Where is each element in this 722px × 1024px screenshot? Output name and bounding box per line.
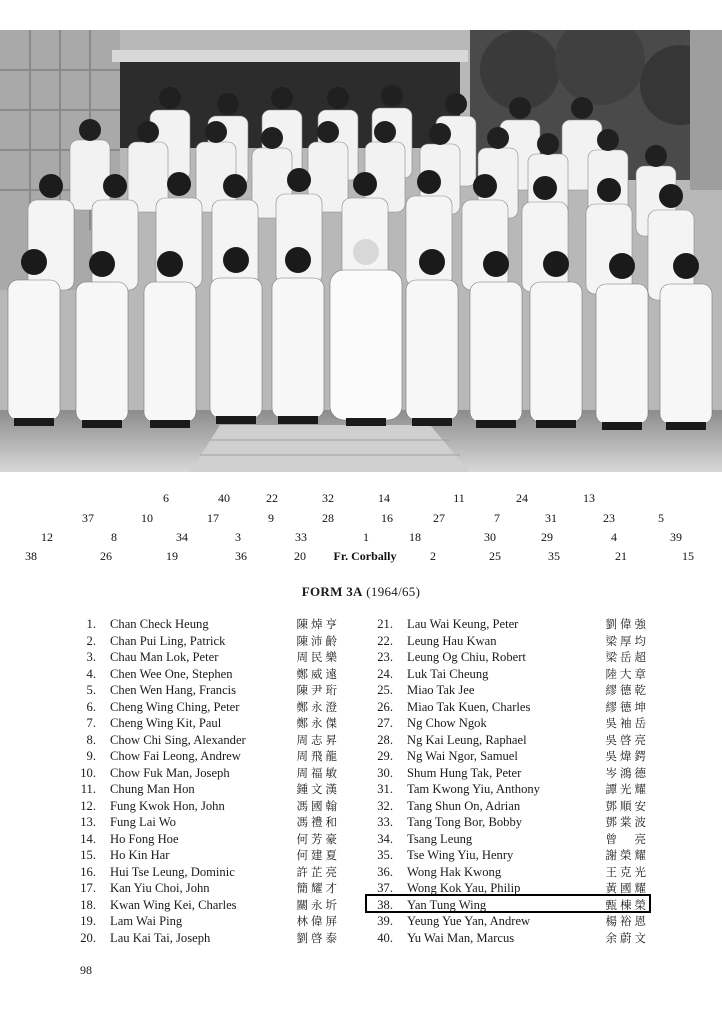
entry-chinese-name: 周民樂 [296, 650, 340, 664]
student-entry [369, 864, 649, 881]
entry-number: 35. [377, 848, 393, 862]
entry-english-name: Leung Hau Kwan [407, 633, 497, 648]
entry-number: 5. [86, 683, 96, 697]
student-entry [369, 765, 649, 782]
entry-chinese-name: 周福敏 [296, 765, 340, 780]
entry-chinese-name: 吳袖岳 [605, 716, 649, 730]
entry-english-name: Leung Og Chiu, Robert [407, 650, 526, 664]
student-entry [369, 798, 649, 815]
entry-number: 10. [80, 765, 96, 780]
student-entry [72, 616, 340, 633]
student-entry [369, 814, 649, 831]
entry-number: 36. [377, 864, 393, 879]
entry-english-name: Tang Shun On, Adrian [407, 798, 521, 813]
class-photograph [0, 30, 722, 472]
entry-english-name: Wong Kok Yau, Philip [407, 881, 521, 895]
key-number: 34 [176, 530, 188, 544]
entry-chinese-name: 鍾文漢 [296, 782, 340, 796]
student-list-left [72, 616, 340, 946]
entry-number: 31. [377, 782, 393, 796]
entry-chinese-name: 鄧棠波 [605, 815, 649, 829]
key-number: 28 [322, 511, 334, 525]
entry-english-name: Chen Wen Hang, Francis [110, 683, 237, 697]
key-number: 24 [516, 491, 528, 505]
entry-english-name: Lam Wai Ping [110, 914, 183, 928]
entry-english-name: Kan Yiu Choi, John [110, 881, 210, 895]
entry-chinese-name: 黃國耀 [605, 881, 649, 895]
entry-number: 27. [377, 716, 393, 730]
entry-chinese-name: 陸大章 [605, 666, 649, 681]
entry-number: 39. [377, 914, 393, 928]
student-entry [72, 913, 340, 930]
entry-chinese-name: 吳啓亮 [605, 732, 649, 747]
entry-english-name: Tse Wing Yiu, Henry [407, 848, 514, 862]
entry-chinese-name: 陳沛齡 [296, 633, 340, 648]
student-entry [369, 682, 649, 699]
entry-chinese-name: 許芷亮 [296, 864, 340, 879]
entry-chinese-name: 梁厚均 [605, 633, 649, 648]
entry-number: 32. [377, 798, 393, 813]
entry-chinese-name: 何芳豪 [296, 831, 340, 846]
key-number: 13 [583, 491, 595, 505]
entry-english-name: Cheng Wing Kit, Paul [110, 716, 222, 730]
student-entry [72, 666, 340, 683]
student-entry [369, 781, 649, 798]
key-number: 16 [381, 511, 393, 525]
key-number: 29 [541, 530, 553, 544]
key-number: 26 [100, 549, 112, 563]
entry-number: 30. [377, 765, 393, 780]
entry-english-name: Miao Tak Kuen, Charles [407, 699, 531, 714]
entry-english-name: Chen Wee One, Stephen [110, 666, 233, 681]
key-number: 31 [545, 511, 557, 525]
entry-chinese-name: 鄭永澄 [296, 699, 340, 714]
key-number: 4 [611, 530, 617, 544]
key-number: 36 [235, 549, 247, 563]
key-number: 12 [41, 530, 53, 544]
entry-number: 2. [86, 633, 96, 648]
entry-english-name: Yan Tung Wing [407, 897, 487, 912]
student-entry [369, 715, 649, 732]
key-number: 2 [430, 549, 436, 563]
form-heading [0, 584, 722, 600]
student-entry [72, 814, 340, 831]
student-entry [369, 666, 649, 683]
student-entry [72, 930, 340, 947]
key-number: 18 [409, 530, 421, 544]
key-number: 32 [322, 491, 334, 505]
entry-chinese-name: 關永圻 [296, 897, 340, 912]
student-entry [72, 715, 340, 732]
entry-english-name: Shum Hung Tak, Peter [407, 765, 522, 780]
entry-english-name: Lau Kai Tai, Joseph [110, 930, 211, 945]
student-entry [72, 748, 340, 765]
key-number: 17 [207, 511, 219, 525]
student-entry [72, 765, 340, 782]
entry-chinese-name: 周飛龍 [296, 749, 340, 763]
entry-number: 11. [80, 782, 96, 796]
photo-key-row-1 [0, 491, 722, 509]
student-entry [369, 847, 649, 864]
entry-english-name: Chung Man Hon [110, 782, 195, 796]
student-entry [72, 699, 340, 716]
key-number: 27 [433, 511, 445, 525]
student-entry [72, 649, 340, 666]
student-entry [72, 732, 340, 749]
entry-number: 14. [80, 831, 96, 846]
entry-chinese-name: 甄棟榮 [605, 897, 649, 912]
entry-number: 4. [86, 666, 96, 681]
entry-chinese-name: 何建夏 [296, 848, 340, 862]
entry-number: 19. [80, 914, 96, 928]
entry-chinese-name: 譚光耀 [605, 782, 649, 796]
key-number: 38 [25, 549, 37, 563]
key-number: 25 [489, 549, 501, 563]
entry-number: 37. [377, 881, 393, 895]
key-number: 22 [266, 491, 278, 505]
entry-chinese-name: 吳煒鍔 [605, 749, 649, 763]
entry-number: 23. [377, 650, 393, 664]
entry-chinese-name: 陳尹珩 [296, 683, 340, 697]
student-entry [369, 633, 649, 650]
student-entry [369, 930, 649, 947]
entry-chinese-name: 謝榮耀 [605, 848, 649, 862]
entry-english-name: Ho Kin Har [110, 848, 170, 862]
entry-chinese-name: 王克光 [605, 864, 649, 879]
entry-number: 13. [80, 815, 96, 829]
student-entry [72, 864, 340, 881]
student-entry [72, 831, 340, 848]
entry-number: 17. [80, 881, 96, 895]
key-number: 40 [218, 491, 230, 505]
entry-number: 15. [80, 848, 96, 862]
class-photo-illustration [0, 30, 722, 472]
entry-number: 34. [377, 831, 393, 846]
entry-english-name: Tsang Leung [407, 831, 473, 846]
entry-english-name: Wong Hak Kwong [407, 864, 502, 879]
key-number: 14 [378, 491, 390, 505]
entry-chinese-name: 鄧順安 [605, 798, 649, 813]
entry-english-name: Lau Wai Keung, Peter [407, 617, 519, 631]
entry-chinese-name: 周志昇 [296, 732, 340, 747]
key-number: 30 [484, 530, 496, 544]
entry-number: 28. [377, 732, 393, 747]
entry-english-name: Chow Chi Sing, Alexander [110, 732, 246, 747]
entry-chinese-name: 鄭永傑 [296, 716, 340, 730]
entry-chinese-name: 繆德坤 [605, 699, 649, 714]
highlight-box-entry-38 [365, 894, 651, 913]
entry-number: 24. [377, 666, 393, 681]
entry-english-name: Chow Fai Leong, Andrew [110, 749, 241, 763]
entry-chinese-name: 林偉屏 [296, 914, 340, 928]
entry-chinese-name: 梁岳超 [605, 650, 649, 664]
entry-english-name: Miao Tak Jee [407, 683, 475, 697]
student-entry [72, 781, 340, 798]
entry-english-name: Cheng Wing Ching, Peter [110, 699, 240, 714]
entry-number: 16. [80, 864, 96, 879]
form-name: FORM 3A [301, 584, 363, 599]
entry-chinese-name: 余蔚文 [605, 930, 649, 945]
key-number: 15 [682, 549, 694, 563]
entry-english-name: Kwan Wing Kei, Charles [110, 897, 237, 912]
key-number: 23 [603, 511, 615, 525]
entry-english-name: Fung Lai Wo [110, 815, 176, 829]
entry-chinese-name: 陳焯亨 [296, 617, 340, 631]
entry-number: 40. [377, 930, 393, 945]
entry-english-name: Chan Check Heung [110, 617, 209, 631]
entry-chinese-name: 曾 亮 [605, 831, 649, 846]
key-number: 10 [141, 511, 153, 525]
photo-key-row-2 [0, 511, 722, 529]
student-entry [72, 880, 340, 897]
student-entry [72, 633, 340, 650]
entry-number: 3. [86, 650, 96, 664]
key-number: 9 [268, 511, 274, 525]
entry-number: 1. [86, 617, 96, 631]
student-entry [369, 913, 649, 930]
key-number: 21 [615, 549, 627, 563]
student-entry [72, 897, 340, 914]
entry-english-name: Ng Kai Leung, Raphael [407, 732, 527, 747]
key-number: 37 [82, 511, 94, 525]
entry-chinese-name: 劉偉強 [605, 617, 649, 631]
entry-number: 18. [80, 897, 96, 912]
entry-number: 38. [377, 897, 393, 912]
student-entry [72, 847, 340, 864]
entry-english-name: Chau Man Lok, Peter [110, 650, 219, 664]
entry-number: 8. [86, 732, 96, 747]
student-entry [72, 682, 340, 699]
entry-english-name: Chow Fuk Man, Joseph [110, 765, 230, 780]
key-number: 20 [294, 549, 306, 563]
key-label-corbally: Fr. Corbally [333, 549, 397, 563]
key-number: 1 [363, 530, 369, 544]
entry-chinese-name: 鄭威遠 [296, 666, 340, 681]
key-number: 39 [670, 530, 682, 544]
key-number: 33 [295, 530, 307, 544]
entry-number: 20. [80, 930, 96, 945]
entry-chinese-name: 馮禮和 [296, 815, 340, 829]
entry-english-name: Yu Wai Man, Marcus [407, 930, 515, 945]
key-number: 19 [166, 549, 178, 563]
student-entry [369, 748, 649, 765]
entry-number: 6. [86, 699, 96, 714]
entry-english-name: Yeung Yue Yan, Andrew [407, 914, 531, 928]
student-entry [369, 831, 649, 848]
photo-key-row-3 [0, 530, 722, 548]
entry-english-name: Ng Chow Ngok [407, 716, 487, 730]
student-entry [369, 616, 649, 633]
entry-english-name: Fung Kwok Hon, John [110, 798, 225, 813]
key-number: 3 [235, 530, 241, 544]
entry-english-name: Ho Fong Hoe [110, 831, 179, 846]
key-number: 5 [658, 511, 664, 525]
entry-english-name: Chan Pui Ling, Patrick [110, 633, 226, 648]
key-number: 11 [453, 491, 465, 505]
student-entry [369, 699, 649, 716]
entry-english-name: Tang Tong Bor, Bobby [407, 815, 523, 829]
student-entry [72, 798, 340, 815]
entry-chinese-name: 楊裕恩 [605, 914, 649, 928]
entry-number: 7. [86, 716, 96, 730]
entry-number: 22. [377, 633, 393, 648]
entry-number: 12. [80, 798, 96, 813]
entry-english-name: Tam Kwong Yiu, Anthony [407, 782, 540, 796]
entry-number: 9. [86, 749, 96, 763]
entry-chinese-name: 繆德乾 [605, 683, 649, 697]
entry-chinese-name: 劉啓泰 [296, 930, 340, 945]
student-entry [369, 649, 649, 666]
page-number: 98 [80, 963, 92, 977]
entry-english-name: Ng Wai Ngor, Samuel [407, 749, 518, 763]
entry-chinese-name: 馮國翰 [296, 798, 340, 813]
key-number: 35 [548, 549, 560, 563]
entry-number: 25. [377, 683, 393, 697]
entry-english-name: Hui Tse Leung, Dominic [110, 864, 235, 879]
form-year: (1964/65) [366, 584, 421, 599]
key-number: 7 [494, 511, 500, 525]
student-entry [369, 732, 649, 749]
key-number: 6 [163, 491, 169, 505]
entry-chinese-name: 岑鴻德 [605, 765, 649, 780]
entry-number: 33. [377, 815, 393, 829]
entry-chinese-name: 簡耀才 [296, 881, 340, 895]
photo-key-row-4 [0, 549, 722, 567]
key-number: 8 [111, 530, 117, 544]
entry-english-name: Luk Tai Cheung [407, 666, 489, 681]
entry-number: 29. [377, 749, 393, 763]
entry-number: 26. [377, 699, 393, 714]
entry-number: 21. [377, 617, 393, 631]
